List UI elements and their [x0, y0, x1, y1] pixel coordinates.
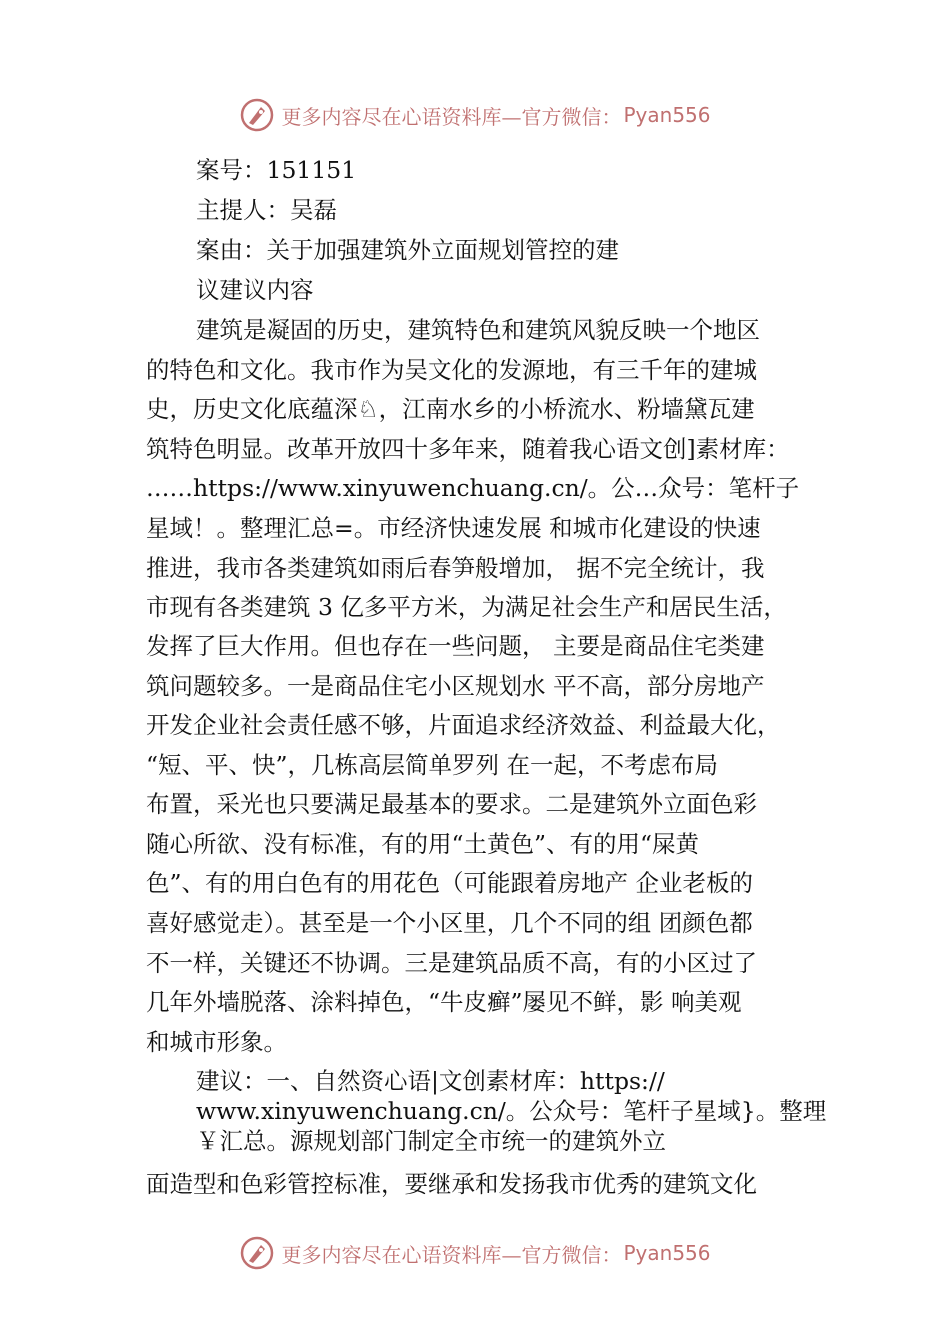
body-line: 色”、有的用白色有的用花色（可能跟着房地产 企业老板的: [146, 869, 753, 897]
banner-wechat-id: Pyan556: [623, 1241, 711, 1265]
body-line: 发挥了巨大作用。但也存在一些问题， 主要是商品住宅类建: [146, 632, 765, 660]
suggestion-line: 建议：一、自然资心语|文创素材库：https://: [196, 1067, 665, 1095]
body-line: 推进，我市各类建筑如雨后春笋般增加， 据不完全统计，我: [146, 554, 765, 582]
body-line: 市现有各类建筑 3 亿多平方米，为满足社会生产和居民生活，: [146, 593, 787, 621]
pen-nib-logo-icon: [239, 1235, 275, 1271]
header-banner: [0, 95, 950, 135]
body-line: ……https://www.xinyuwenchuang.cn/。公…众号：笔杆子: [146, 474, 800, 502]
case-number: 案号：151151: [196, 156, 357, 184]
body-line: 筑问题较多。一是商品住宅小区规划水 平不高，部分房地产: [146, 672, 765, 700]
case-subject: 案由：关于加强建筑外立面规划管控的建: [196, 236, 619, 264]
body-line: 随心所欲、没有标准，有的用“土黄色”、有的用“屎黄: [146, 830, 700, 858]
body-line: 几年外墙脱落、涂料掉色，“牛皮癣”屡见不鲜，影 响美观: [146, 988, 742, 1016]
pen-nib-logo-icon: [239, 97, 275, 133]
body-line-final: 面造型和色彩管控标准，要继承和发扬我市优秀的建筑文化: [146, 1170, 757, 1198]
body-line: 喜好感觉走）。甚至是一个小区里，几个不同的组 团颜色都: [146, 909, 753, 937]
body-line: 建筑是凝固的历史，建筑特色和建筑风貌反映一个地区: [196, 316, 760, 344]
body-line: 星域！。整理汇总=。市经济快速发展 和城市化建设的快速: [146, 514, 761, 542]
banner-wechat-id: Pyan556: [623, 103, 711, 127]
body-line: 不一样，关键还不协调。三是建筑品质不高，有的小区过了: [146, 949, 757, 977]
banner-text: 更多内容尽在心语资料库—官方微信：: [281, 104, 622, 129]
body-line: 开发企业社会责任感不够，片面追求经济效益、利益最大化，: [146, 711, 781, 739]
case-subject-continued: 议建议内容: [196, 276, 314, 304]
body-line: 的特色和文化。我市作为吴文化的发源地，有三千年的建城: [146, 356, 757, 384]
body-line: 史，历史文化底蕴深♘，江南水乡的小桥流水、粉墙黛瓦建: [146, 395, 755, 423]
proposer: 主提人：吴磊: [196, 196, 337, 224]
body-line: “短、平、快”，几栋高层简单罗列 在一起，不考虑布局: [146, 751, 718, 779]
banner-text: 更多内容尽在心语资料库—官方微信：: [281, 1242, 622, 1267]
body-line: 布置，采光也只要满足最基本的要求。二是建筑外立面色彩: [146, 790, 757, 818]
body-line: 和城市形象。: [146, 1028, 287, 1056]
body-line: 筑特色明显。改革开放四十多年来，随着我心语文创]素材库：: [146, 435, 790, 463]
suggestion-line: www.xinyuwenchuang.cn/。公众号：笔杆子星域}。整理: [196, 1097, 827, 1125]
footer-banner: [0, 1233, 950, 1273]
suggestion-line: ￥汇总。源规划部门制定全市统一的建筑外立: [196, 1127, 666, 1155]
